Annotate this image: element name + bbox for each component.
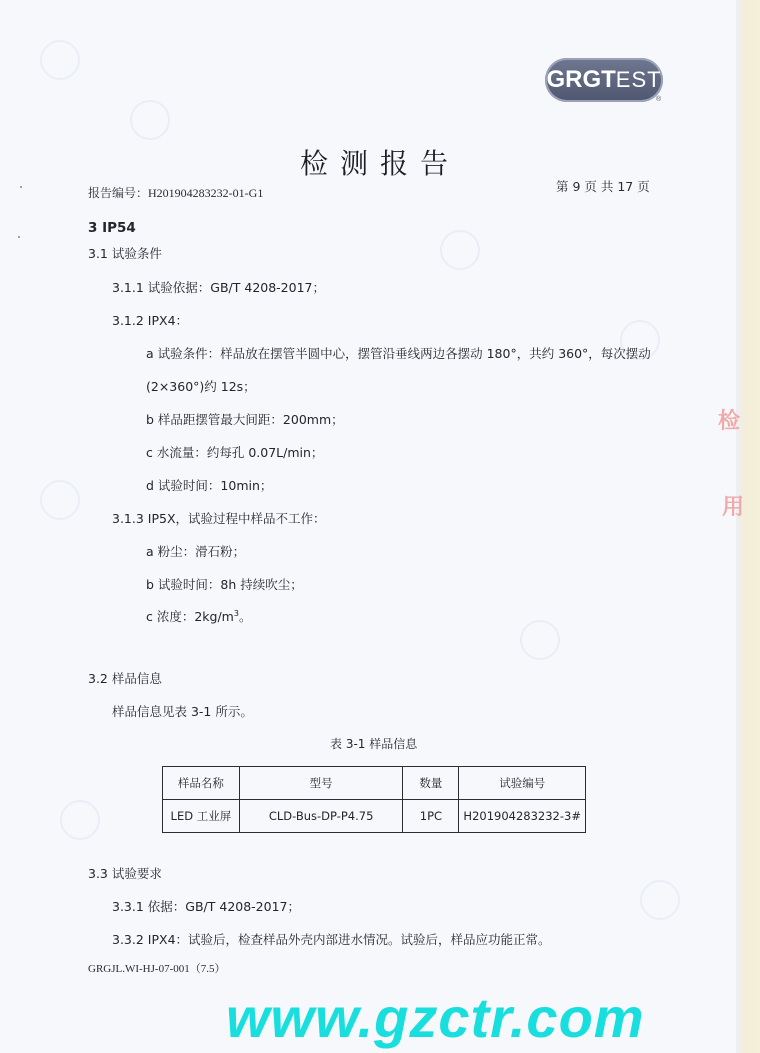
document-title: 检测报告 xyxy=(299,147,460,180)
cell-test-number: H201904283232-3# xyxy=(459,800,586,833)
clause-3-1-3: 3.1.3 IP5X，试验过程中样品不工作： xyxy=(112,511,326,526)
background-watermark xyxy=(40,480,80,520)
subsection-3-2-title: 3.2 样品信息 xyxy=(88,671,162,686)
background-watermark xyxy=(520,620,560,660)
superscript-3: 3 xyxy=(233,608,239,618)
sample-info-table xyxy=(162,766,586,833)
header-sample-name: 样品名称 xyxy=(163,767,240,800)
report-number: 报告编号：H201904283232-01-G1 xyxy=(88,186,264,200)
background-watermark xyxy=(40,40,80,80)
concentration-text: c 浓度：2kg/m xyxy=(146,609,234,624)
sample-info-text: 样品信息见表 3-1 所示。 xyxy=(112,704,253,719)
clause-3-1-2-d: d 试验时间：10min； xyxy=(146,478,273,493)
clause-3-1-2: 3.1.2 IPX4： xyxy=(112,313,189,328)
clause-3-3-2: 3.3.2 IPX4：试验后，检查样品外壳内部进水情况。试验后，样品应功能正常。 xyxy=(112,932,551,947)
cell-sample-name: LED 工业屏 xyxy=(163,800,240,833)
clause-3-1-2-a-line1: a 试验条件：样品放在摆管半圆中心，摆管沿垂线两边各摆动 180°，共约 360°，每次摆动 xyxy=(146,346,651,361)
scan-dot xyxy=(18,236,20,238)
background-watermark xyxy=(440,230,480,270)
clause-3-1-3-b: b 试验时间：8h 持续吹尘； xyxy=(146,577,303,592)
clause-3-1-2-c: c 水流量：约每孔 0.07L/min； xyxy=(146,445,324,460)
subsection-3-1-title: 3.1 试验条件 xyxy=(88,246,162,261)
sentence-end: 。 xyxy=(238,609,252,624)
page-number: 第 9 页 共 17 页 xyxy=(556,179,650,194)
logo-main-text: GRGT xyxy=(546,66,616,93)
clause-3-1-1: 3.1.1 试验依据：GB/T 4208-2017； xyxy=(112,280,325,295)
clause-3-1-3-c xyxy=(146,607,251,625)
stamp-fragment: 用 xyxy=(722,495,745,520)
header-test-number: 试验编号 xyxy=(459,767,586,800)
header-model: 型号 xyxy=(239,767,403,800)
registered-mark: ® xyxy=(656,96,662,103)
clause-3-1-2-b: b 样品距摆管最大间距：200mm； xyxy=(146,412,344,427)
background-watermark xyxy=(640,880,680,920)
cell-model: CLD-Bus-DP-P4.75 xyxy=(239,800,403,833)
website-watermark: www.gzctr.com xyxy=(226,986,645,1049)
background-watermark xyxy=(130,100,170,140)
form-code: GRGJL.WI-HJ-07-001（7.5） xyxy=(88,963,226,975)
subsection-3-3-title: 3.3 试验要求 xyxy=(88,866,162,881)
table-caption: 表 3-1 样品信息 xyxy=(330,737,418,751)
clause-3-3-1: 3.3.1 依据：GB/T 4208-2017； xyxy=(112,899,300,914)
clause-3-1-2-a-line2: (2×360°)约 12s； xyxy=(146,379,256,394)
header-quantity: 数量 xyxy=(403,767,459,800)
cell-quantity: 1PC xyxy=(403,800,459,833)
grgtest-logo xyxy=(545,58,663,102)
clause-3-1-3-a: a 粉尘：滑石粉； xyxy=(146,544,246,559)
logo-tail-text: EST xyxy=(615,67,662,92)
table-row xyxy=(163,800,586,833)
table-header-row xyxy=(163,767,586,800)
scan-dot xyxy=(20,186,22,188)
section-heading: 3 IP54 xyxy=(88,220,136,236)
background-watermark xyxy=(60,800,100,840)
stamp-fragment: 检 xyxy=(718,409,741,434)
